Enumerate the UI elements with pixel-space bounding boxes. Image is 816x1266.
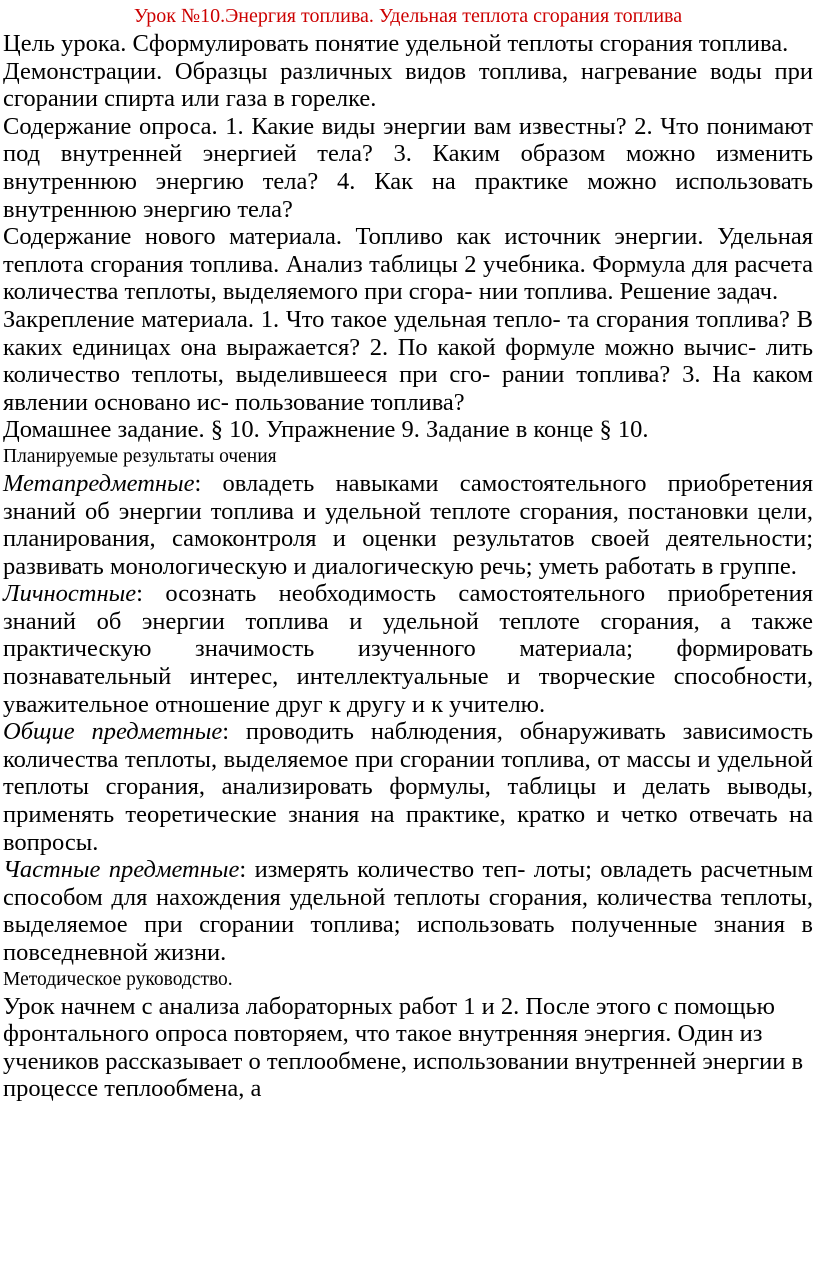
lesson-title: Урок №10.Энергия топлива. Удельная теплота сгорания топлива (133, 5, 683, 27)
survey-content: Содержание опроса. 1. Какие виды энергии вам известны? 2. Что понимают под внутренней энергией тела? 3. Каким образом можно изменить внутреннюю энергию тела? 4. Как на практике можно использовать внутреннюю энергию тела? (3, 112, 813, 223)
result-text: : осознать необходимость самостоятельного приобретения знаний об энергии топлива и удельной теплоте сгорания, а также практическую значимость изученного материала; формировать познавательный интерес, интеллектуальные и творческие способности, уважительное отношение друг к другу и к учителю. (3, 580, 813, 718)
result-specific-subject (3, 856, 813, 966)
result-metasubject (3, 470, 813, 580)
result-text: : овладеть навыками самостоятельного приобретения знаний об энергии топлива и удельной теплоте сгорания, постановки цели, планирования, самоконтроля и оценки результатов своей деятельности; развивать монологическую и диалогическую речь; уметь работать в группе. (3, 469, 813, 580)
result-personal (3, 580, 813, 718)
document-page (3, 0, 813, 1103)
method-heading: Методическое руководство. (3, 968, 233, 990)
result-label: Личностные (3, 580, 137, 608)
result-label: Общие предметные (3, 718, 223, 746)
demonstrations: Демонстрации. Образцы различных видов топлива, нагревание воды при сгорании спирта или газа в горелке. (3, 57, 813, 113)
result-general-subject (3, 718, 813, 856)
new-material: Содержание нового материала. Топливо как источник энергии. Удельная теплота сгорания топлива. Анализ таблицы 2 учебника. Формула для расчета количества теплоты, выделяемого при сгора- нии топлива. Решение задач. (3, 223, 813, 306)
homework: Домашнее задание. § 10. Упражнение 9. Задание в конце § 10. (3, 416, 649, 444)
method-text: Урок начнем с анализа лабораторных работ 1 и 2. После этого с помощью фронтального опроса повторяем, что такое внутренняя энергия. Один из учеников рассказывает о теплообмене, использовании внутренней энергии в процессе теплообмена, а (3, 992, 804, 1103)
result-label: Частные предметные (3, 856, 240, 884)
result-label: Метапредметные (3, 469, 195, 497)
lesson-goal: Цель урока. Сформулировать понятие удельной теплоты сгорания топлива. (3, 30, 789, 57)
planned-results-heading: Планируемые результаты очения (3, 445, 277, 467)
consolidation: Закрепление материала. 1. Что такое удельная тепло- та сгорания топлива? В каких единицах она выражается? 2. По какой формуле можно вычис- лить количество теплоты, выделившееся при сго- рании топлива? 3. На каком явлении основано ис- пользование топлива? (3, 305, 813, 416)
result-text: : измерять количество теп- лоты; овладеть расчетным способом для нахождения удельной теплоты сгорания, количества теплоты, выделяемое при сгорании топлива; использовать полученные знания в повседневной жизни. (3, 856, 813, 966)
result-text: : проводить наблюдения, обнаруживать зависимость количества теплоты, выделяемое при сгорании топлива, от массы и удельной теплоты сгорания, анализировать формулы, таблицы и делать выводы, применять теоретические знания на практике, кратко и четко отвечать на вопросы. (3, 718, 814, 856)
